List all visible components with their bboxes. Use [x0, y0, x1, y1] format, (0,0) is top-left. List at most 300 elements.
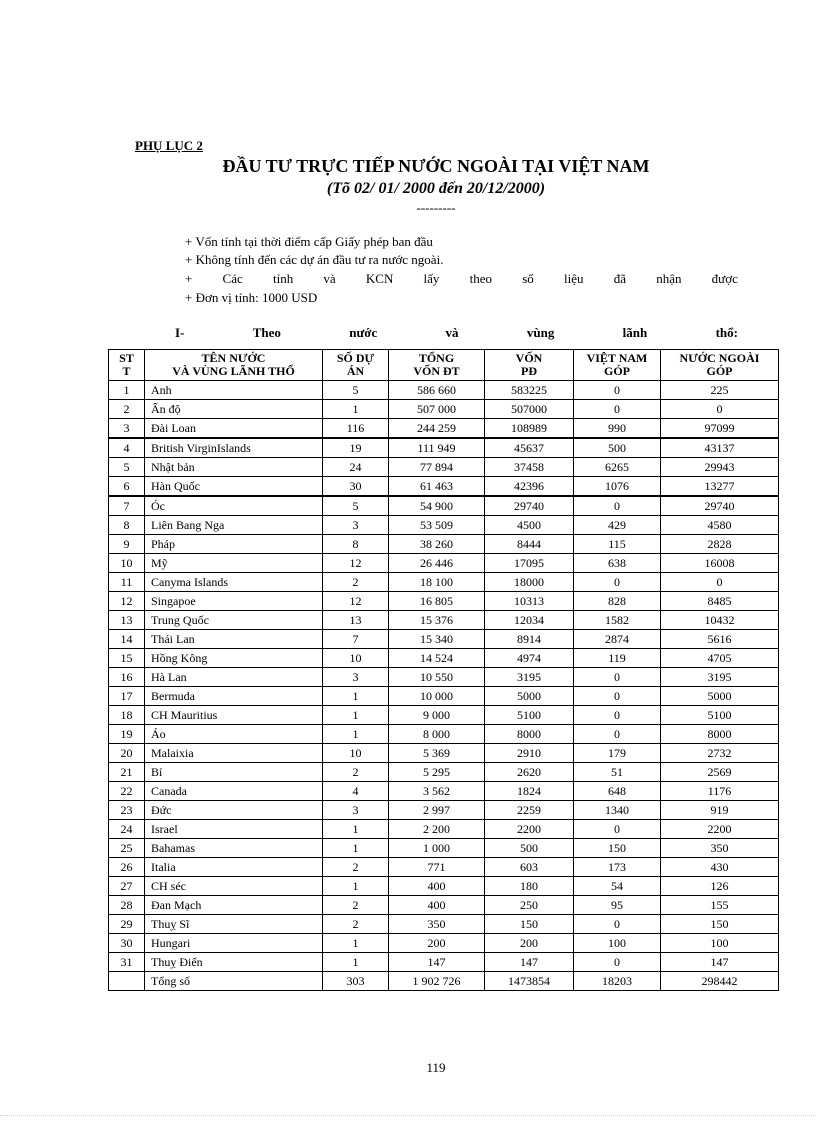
note-word: lấy [423, 271, 440, 286]
col-total-capital-cell: 8 000 [389, 725, 485, 744]
table-row [109, 400, 779, 419]
col-project-count-cell: 12 [323, 554, 389, 573]
col-total-capital-header [389, 350, 485, 381]
table-row [109, 419, 779, 439]
col-project-count-cell: 1 [323, 725, 389, 744]
table-row [109, 858, 779, 877]
col-vietnam-contribution-cell: 0 [574, 915, 661, 934]
col-foreign-contribution-cell: 0 [661, 400, 779, 419]
col-foreign-contribution-cell: 0 [661, 573, 779, 592]
header-line: GÓP [706, 364, 733, 378]
note-provinces [185, 271, 738, 287]
col-stt-cell: 24 [109, 820, 145, 839]
col-foreign-contribution-cell: 2569 [661, 763, 779, 782]
col-total-capital-cell: 61 463 [389, 477, 485, 497]
col-stt-cell: 17 [109, 687, 145, 706]
col-foreign-contribution-cell: 147 [661, 953, 779, 972]
col-project-count-cell: 3 [323, 801, 389, 820]
col-stt-cell: 8 [109, 516, 145, 535]
col-project-count-cell: 8 [323, 535, 389, 554]
col-project-count-cell: 12 [323, 592, 389, 611]
col-country-cell: Singapoe [145, 592, 323, 611]
header-line: TÊN NƯỚC [201, 351, 266, 365]
col-stt-cell: 29 [109, 915, 145, 934]
note-unit: + Đơn vị tính: 1000 USD [185, 290, 318, 305]
col-stt-cell: 22 [109, 782, 145, 801]
col-vietnam-contribution-cell: 6265 [574, 458, 661, 477]
col-legal-capital-cell: 603 [485, 858, 574, 877]
col-project-count-header [323, 350, 389, 381]
col-country-cell: Nhật bản [145, 458, 323, 477]
note-word: liệu [564, 271, 584, 286]
col-stt-cell: 23 [109, 801, 145, 820]
col-legal-capital-cell: 5100 [485, 706, 574, 725]
col-foreign-contribution-cell: 10432 [661, 611, 779, 630]
col-vietnam-contribution-cell: 0 [574, 953, 661, 972]
col-legal-capital-cell: 4974 [485, 649, 574, 668]
col-legal-capital-cell: 2259 [485, 801, 574, 820]
header-line: VỐN ĐT [413, 364, 460, 378]
col-legal-capital-cell: 4500 [485, 516, 574, 535]
col-project-count-cell: 7 [323, 630, 389, 649]
col-foreign-contribution-cell: 4580 [661, 516, 779, 535]
col-vietnam-contribution-cell: 2874 [574, 630, 661, 649]
section-heading-word: nước [349, 325, 378, 340]
table-row [109, 953, 779, 972]
col-total-capital-cell: 10 550 [389, 668, 485, 687]
col-stt-header [109, 350, 145, 381]
col-project-count-cell: 5 [323, 381, 389, 400]
col-country-cell: Pháp [145, 535, 323, 554]
note-word: tỉnh [272, 271, 294, 286]
table-row [109, 687, 779, 706]
table-row [109, 611, 779, 630]
table-row [109, 535, 779, 554]
col-vietnam-contribution-cell: 638 [574, 554, 661, 573]
col-legal-capital-header [485, 350, 574, 381]
col-vietnam-contribution-cell: 1340 [574, 801, 661, 820]
note-word: số [522, 271, 534, 286]
col-stt-cell: 11 [109, 573, 145, 592]
col-project-count-cell: 2 [323, 915, 389, 934]
col-total-capital-cell: 26 446 [389, 554, 485, 573]
col-country-cell: British VirginIslands [145, 438, 323, 458]
col-foreign-contribution-cell: 2200 [661, 820, 779, 839]
col-stt-cell: 2 [109, 400, 145, 419]
col-legal-capital-cell: 2200 [485, 820, 574, 839]
col-vietnam-contribution-cell: 150 [574, 839, 661, 858]
col-vietnam-contribution-cell: 115 [574, 535, 661, 554]
col-vietnam-contribution-cell: 1076 [574, 477, 661, 497]
table-row [109, 934, 779, 953]
col-country-cell: Canyma Islands [145, 573, 323, 592]
col-project-count-cell: 10 [323, 649, 389, 668]
col-foreign-contribution-cell: 16008 [661, 554, 779, 573]
col-total-capital-cell: 2 997 [389, 801, 485, 820]
col-legal-capital-cell: 42396 [485, 477, 574, 497]
col-total-capital-cell: 400 [389, 877, 485, 896]
col-foreign-contribution-cell: 8000 [661, 725, 779, 744]
col-stt-cell: 6 [109, 477, 145, 497]
col-project-count-cell: 19 [323, 438, 389, 458]
col-project-count-cell: 1 [323, 934, 389, 953]
col-project-count-cell: 1 [323, 877, 389, 896]
col-stt-cell: 25 [109, 839, 145, 858]
note-word: nhận [656, 271, 682, 286]
col-country-cell: Italia [145, 858, 323, 877]
col-total-capital-cell: 53 509 [389, 516, 485, 535]
col-country-header [145, 350, 323, 381]
col-vietnam-contribution-cell: 828 [574, 592, 661, 611]
col-legal-capital-cell: 45637 [485, 438, 574, 458]
col-total-capital-cell: 5 369 [389, 744, 485, 763]
section-heading-by-country [175, 325, 738, 341]
table-header-row [109, 350, 779, 381]
col-legal-capital-cell: 583225 [485, 381, 574, 400]
col-stt-cell: 20 [109, 744, 145, 763]
col-foreign-contribution-cell: 2828 [661, 535, 779, 554]
col-stt-cell: 4 [109, 438, 145, 458]
col-country-cell: Bermuda [145, 687, 323, 706]
col-foreign-contribution-cell: 8485 [661, 592, 779, 611]
col-total-capital-cell: 1 000 [389, 839, 485, 858]
col-country-cell: Thái Lan [145, 630, 323, 649]
header-line: PĐ [521, 364, 537, 378]
col-country-cell: Liên Bang Nga [145, 516, 323, 535]
col-total-capital-cell: 15 340 [389, 630, 485, 649]
col-country-cell: Israel [145, 820, 323, 839]
col-stt-cell: 26 [109, 858, 145, 877]
col-project-count-cell: 1 [323, 839, 389, 858]
col-country-cell: Đài Loan [145, 419, 323, 439]
col-country-cell: Đan Mạch [145, 896, 323, 915]
col-total-capital-cell: 3 562 [389, 782, 485, 801]
col-project-count-cell: 1 [323, 953, 389, 972]
col-vietnam-contribution-cell: 100 [574, 934, 661, 953]
col-country-cell: Bahamas [145, 839, 323, 858]
table-row [109, 573, 779, 592]
page-number: 119 [426, 1060, 446, 1075]
table-row [109, 668, 779, 687]
col-foreign-contribution-cell: 430 [661, 858, 779, 877]
col-legal-capital-cell: 1824 [485, 782, 574, 801]
col-total-capital-cell: 200 [389, 934, 485, 953]
col-legal-capital-cell: 37458 [485, 458, 574, 477]
col-stt-cell: 31 [109, 953, 145, 972]
col-legal-capital-cell: 29740 [485, 496, 574, 516]
table-row [109, 915, 779, 934]
section-heading-word: thổ: [715, 325, 738, 340]
col-vietnam-contribution-cell: 500 [574, 438, 661, 458]
col-project-count-cell: 1 [323, 687, 389, 706]
note-word: KCN [365, 271, 394, 286]
col-total-capital-cell: 10 000 [389, 687, 485, 706]
col-vietnam-contribution-cell: 429 [574, 516, 661, 535]
table-row [109, 820, 779, 839]
col-vietnam-contribution-cell: 119 [574, 649, 661, 668]
col-foreign-contribution-cell: 1176 [661, 782, 779, 801]
col-stt-cell: 21 [109, 763, 145, 782]
col-project-count-cell: 1 [323, 820, 389, 839]
col-country-cell: CH séc [145, 877, 323, 896]
col-project-count-total-cell: 303 [323, 972, 389, 991]
header-line: VIỆT NAM [586, 351, 648, 365]
col-legal-capital-cell: 180 [485, 877, 574, 896]
col-foreign-contribution-cell: 225 [661, 381, 779, 400]
col-vietnam-contribution-cell: 51 [574, 763, 661, 782]
table-row [109, 877, 779, 896]
col-total-capital-cell: 507 000 [389, 400, 485, 419]
col-stt-total-cell [109, 972, 145, 991]
col-vietnam-contribution-cell: 0 [574, 820, 661, 839]
col-country-cell: CH Mauritius [145, 706, 323, 725]
col-foreign-contribution-cell: 29943 [661, 458, 779, 477]
col-foreign-contribution-cell: 5616 [661, 630, 779, 649]
section-heading-word: và [445, 325, 459, 340]
col-vietnam-contribution-total-cell: 18203 [574, 972, 661, 991]
col-foreign-contribution-total-cell: 298442 [661, 972, 779, 991]
col-vietnam-contribution-cell: 0 [574, 687, 661, 706]
col-country-cell: Malaixia [145, 744, 323, 763]
col-total-capital-cell: 38 260 [389, 535, 485, 554]
header-line: NƯỚC NGOÀI [679, 351, 760, 365]
col-stt-cell: 16 [109, 668, 145, 687]
col-vietnam-contribution-cell: 95 [574, 896, 661, 915]
col-project-count-cell: 1 [323, 706, 389, 725]
col-legal-capital-total-cell: 1473854 [485, 972, 574, 991]
col-project-count-cell: 24 [323, 458, 389, 477]
col-stt-cell: 15 [109, 649, 145, 668]
col-stt-cell: 9 [109, 535, 145, 554]
note-word: đã [613, 271, 626, 286]
col-legal-capital-cell: 8000 [485, 725, 574, 744]
col-vietnam-contribution-cell: 0 [574, 400, 661, 419]
col-foreign-contribution-cell: 150 [661, 915, 779, 934]
header-line: TỔNG [418, 351, 455, 365]
note-word: và [323, 271, 336, 286]
col-total-capital-cell: 77 894 [389, 458, 485, 477]
col-total-capital-cell: 2 200 [389, 820, 485, 839]
col-vietnam-contribution-cell: 0 [574, 381, 661, 400]
header-line: T [122, 364, 131, 378]
col-country-cell: Bỉ [145, 763, 323, 782]
col-country-cell: Canada [145, 782, 323, 801]
section-heading-word: lãnh [622, 325, 648, 340]
col-country-cell: Hồng Kông [145, 649, 323, 668]
col-vietnam-contribution-cell: 990 [574, 419, 661, 439]
col-project-count-cell: 116 [323, 419, 389, 439]
col-project-count-cell: 13 [323, 611, 389, 630]
table-row [109, 801, 779, 820]
col-foreign-contribution-cell: 3195 [661, 668, 779, 687]
col-stt-cell: 28 [109, 896, 145, 915]
col-total-capital-cell: 16 805 [389, 592, 485, 611]
page-bottom-rule [0, 1115, 816, 1116]
header-line: SỐ DỰ [336, 351, 375, 365]
col-project-count-cell: 2 [323, 858, 389, 877]
col-foreign-contribution-cell: 4705 [661, 649, 779, 668]
appendix-label: PHỤ LỤC 2 [135, 138, 203, 153]
col-legal-capital-cell: 17095 [485, 554, 574, 573]
col-legal-capital-cell: 2620 [485, 763, 574, 782]
table-row [109, 438, 779, 458]
table-row [109, 782, 779, 801]
col-total-capital-cell: 244 259 [389, 419, 485, 439]
note-word: theo [469, 271, 493, 286]
col-legal-capital-cell: 150 [485, 915, 574, 934]
col-country-cell: Hungari [145, 934, 323, 953]
col-foreign-contribution-cell: 43137 [661, 438, 779, 458]
table-row [109, 649, 779, 668]
table-total-row [109, 972, 779, 991]
col-country-cell: Đức [145, 801, 323, 820]
title-divider: --------- [416, 200, 456, 215]
col-country-cell: Hàn Quốc [145, 477, 323, 497]
note-excluded-projects: + Không tính đến các dự án đầu tư ra nước ngoài. [185, 252, 444, 267]
col-vietnam-contribution-cell: 0 [574, 573, 661, 592]
col-vietnam-contribution-cell: 1582 [574, 611, 661, 630]
col-vietnam-contribution-cell: 0 [574, 668, 661, 687]
col-country-cell: Óc [145, 496, 323, 516]
col-legal-capital-cell: 147 [485, 953, 574, 972]
col-foreign-contribution-cell: 100 [661, 934, 779, 953]
col-stt-cell: 12 [109, 592, 145, 611]
table-row [109, 458, 779, 477]
col-foreign-contribution-cell: 5100 [661, 706, 779, 725]
col-foreign-contribution-cell: 155 [661, 896, 779, 915]
note-capital-basis: + Vốn tính tại thời điểm cấp Giấy phép ban đầu [185, 234, 433, 249]
col-country-total-cell: Tổng số [145, 972, 323, 991]
col-project-count-cell: 2 [323, 763, 389, 782]
col-project-count-cell: 4 [323, 782, 389, 801]
col-vietnam-contribution-cell: 179 [574, 744, 661, 763]
table-row [109, 477, 779, 497]
table-row [109, 630, 779, 649]
col-project-count-cell: 3 [323, 516, 389, 535]
table-row [109, 496, 779, 516]
col-foreign-contribution-cell: 97099 [661, 419, 779, 439]
col-legal-capital-cell: 8914 [485, 630, 574, 649]
col-vietnam-contribution-cell: 0 [574, 706, 661, 725]
note-word: Các [222, 271, 243, 286]
section-heading-word: Theo [252, 325, 281, 340]
header-line: GÓP [604, 364, 630, 378]
col-foreign-contribution-cell: 126 [661, 877, 779, 896]
col-stt-cell: 27 [109, 877, 145, 896]
col-vietnam-contribution-cell: 0 [574, 496, 661, 516]
table-row [109, 516, 779, 535]
col-country-cell: Hà Lan [145, 668, 323, 687]
col-country-cell: Áo [145, 725, 323, 744]
col-project-count-cell: 2 [323, 896, 389, 915]
col-foreign-contribution-cell: 29740 [661, 496, 779, 516]
col-total-capital-cell: 111 949 [389, 438, 485, 458]
section-heading-word: I- [175, 325, 185, 340]
col-vietnam-contribution-header [574, 350, 661, 381]
header-line: ST [119, 351, 134, 365]
col-legal-capital-cell: 200 [485, 934, 574, 953]
col-vietnam-contribution-cell: 648 [574, 782, 661, 801]
col-legal-capital-cell: 500 [485, 839, 574, 858]
col-legal-capital-cell: 18000 [485, 573, 574, 592]
col-legal-capital-cell: 12034 [485, 611, 574, 630]
col-stt-cell: 18 [109, 706, 145, 725]
col-country-cell: Anh [145, 381, 323, 400]
date-range-subtitle: (Tõ 02/ 01/ 2000 đến 20/12/2000) [326, 180, 546, 197]
col-stt-cell: 14 [109, 630, 145, 649]
header-line: VÀ VÙNG LÃNH THỔ [172, 364, 295, 378]
col-legal-capital-cell: 2910 [485, 744, 574, 763]
col-legal-capital-cell: 8444 [485, 535, 574, 554]
col-stt-cell: 3 [109, 419, 145, 439]
col-country-cell: Thuỵ Điển [145, 953, 323, 972]
col-total-capital-total-cell: 1 902 726 [389, 972, 485, 991]
col-country-cell: Mỹ [145, 554, 323, 573]
table-row [109, 554, 779, 573]
col-vietnam-contribution-cell: 173 [574, 858, 661, 877]
col-total-capital-cell: 771 [389, 858, 485, 877]
col-stt-cell: 7 [109, 496, 145, 516]
col-foreign-contribution-cell: 13277 [661, 477, 779, 497]
col-foreign-contribution-cell: 919 [661, 801, 779, 820]
table-row [109, 381, 779, 400]
col-stt-cell: 10 [109, 554, 145, 573]
col-project-count-cell: 1 [323, 400, 389, 419]
col-foreign-contribution-cell: 5000 [661, 687, 779, 706]
table-row [109, 592, 779, 611]
page-title: ĐẦU TƯ TRỰC TIẾP NƯỚC NGOÀI TẠI VIỆT NAM [222, 156, 650, 176]
col-project-count-cell: 10 [323, 744, 389, 763]
col-total-capital-cell: 9 000 [389, 706, 485, 725]
col-stt-cell: 19 [109, 725, 145, 744]
col-country-cell: Ấn độ [145, 400, 323, 419]
col-project-count-cell: 5 [323, 496, 389, 516]
header-line: ÁN [346, 364, 365, 378]
col-total-capital-cell: 14 524 [389, 649, 485, 668]
table-row [109, 763, 779, 782]
col-total-capital-cell: 54 900 [389, 496, 485, 516]
col-total-capital-cell: 350 [389, 915, 485, 934]
col-project-count-cell: 2 [323, 573, 389, 592]
col-stt-cell: 1 [109, 381, 145, 400]
col-foreign-contribution-cell: 2732 [661, 744, 779, 763]
col-legal-capital-cell: 5000 [485, 687, 574, 706]
col-legal-capital-cell: 250 [485, 896, 574, 915]
note-word: được [711, 271, 738, 286]
col-stt-cell: 13 [109, 611, 145, 630]
col-country-cell: Trung Quốc [145, 611, 323, 630]
col-legal-capital-cell: 10313 [485, 592, 574, 611]
section-heading-word: vùng [526, 325, 555, 340]
col-project-count-cell: 3 [323, 668, 389, 687]
col-legal-capital-cell: 3195 [485, 668, 574, 687]
table-row [109, 896, 779, 915]
table-row [109, 744, 779, 763]
col-foreign-contribution-cell: 350 [661, 839, 779, 858]
col-legal-capital-cell: 108989 [485, 419, 574, 439]
col-foreign-contribution-header [661, 350, 779, 381]
col-total-capital-cell: 5 295 [389, 763, 485, 782]
header-line: VỐN [515, 351, 543, 365]
col-vietnam-contribution-cell: 0 [574, 725, 661, 744]
table-row [109, 839, 779, 858]
col-total-capital-cell: 147 [389, 953, 485, 972]
col-country-cell: Thuỵ Sĩ [145, 915, 323, 934]
note-word: + [185, 271, 193, 286]
col-vietnam-contribution-cell: 54 [574, 877, 661, 896]
col-project-count-cell: 30 [323, 477, 389, 497]
table-row [109, 706, 779, 725]
